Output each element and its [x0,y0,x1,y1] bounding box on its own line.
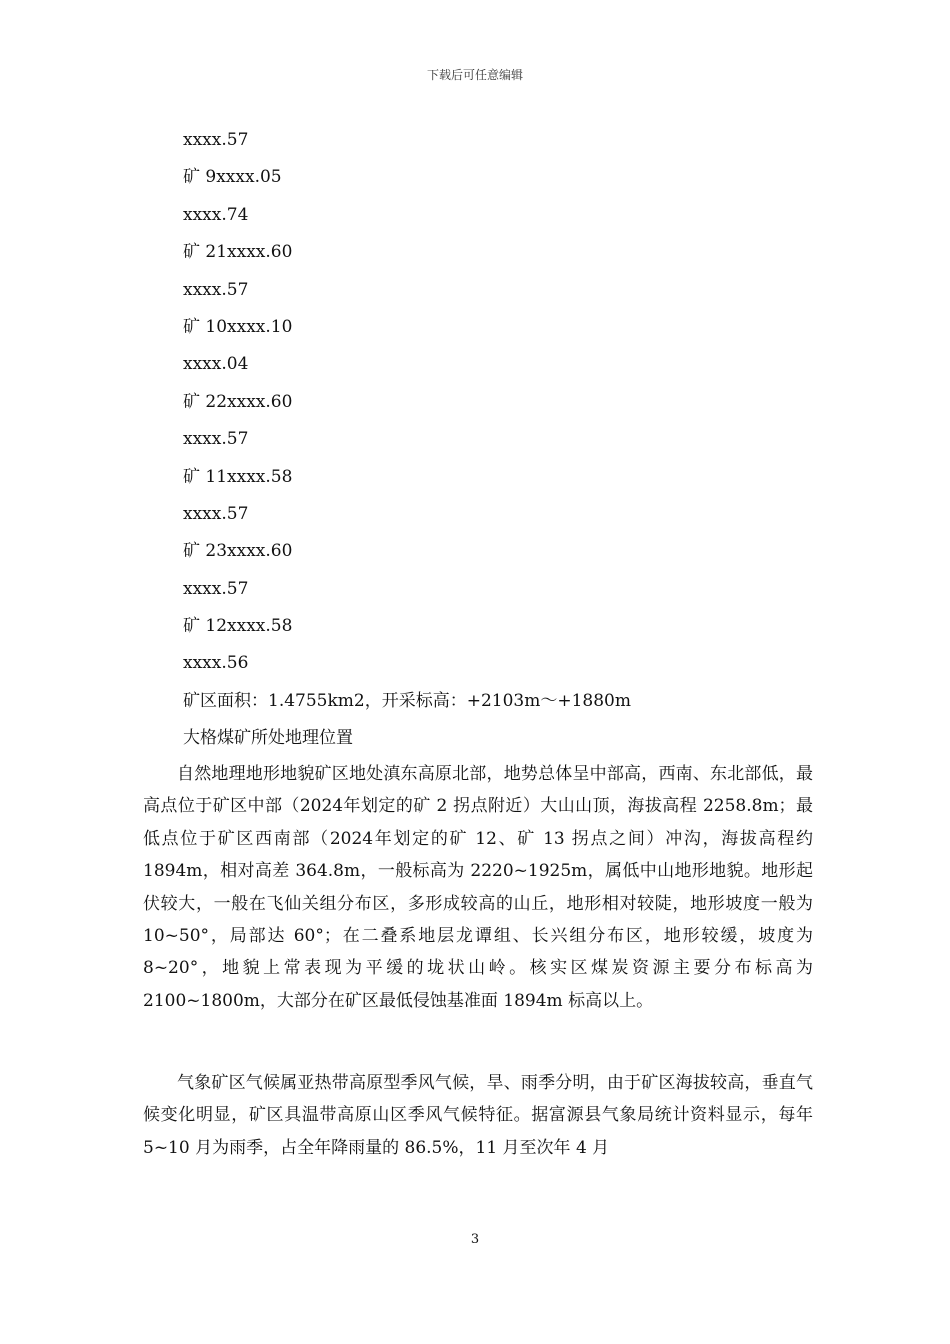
list-line: xxxx.57 [183,130,249,150]
list-line: xxxx.56 [183,653,249,674]
list-line: 矿 23xxxx.60 [183,541,293,562]
mine-area-line: 矿区面积：1.4755km2，开采标高：+2103m～+1880m [183,690,631,711]
list-line: 矿 22xxxx.60 [183,391,293,412]
list-line: 矿 11xxxx.58 [183,466,293,487]
list-line: xxxx.57 [183,578,249,599]
list-line: xxxx.57 [183,503,249,524]
list-line: 矿 21xxxx.60 [183,242,293,263]
page-number: 3 [470,1232,480,1247]
section-heading: 大格煤矿所处地理位置 [183,728,353,749]
list-line: xxxx.57 [183,429,249,450]
list-line: 矿 12xxxx.58 [183,616,293,637]
paragraph-terrain: 自然地理地形地貌矿区地处滇东高原北部，地势总体呈中部高，西南、东北部低，最高点位于矿区中部（2024年划定的矿 2 拐点附近）大山山顶，海拔高程 2258.8m；最低点位于矿区西南部（2024年划定的矿 12、矿 13 拐点之间）冲沟，海拔高程约 1894m，相对高差 364.8m，一般标高为 2220~1925m，属低中山地形地貌。地形起伏较大，一般在飞仙关组分布区，多形成较高的山丘，地形相对较陡，地形坡度一般为 10~50°，局部达 60°；在二叠系地层龙谭组、长兴组分布区，地形较缓，坡度为 8~20°，地貌上常表现为平缓的垅状山岭。核实区煤炭资源主要分布标高为 2100~1800m，大部分在矿区最低侵蚀基准面 1894m 标高以上。 [143,764,813,1011]
list-line: xxxx.74 [183,204,249,225]
paragraph-climate: 气象矿区气候属亚热带高原型季风气候，旱、雨季分明，由于矿区海拔较高，垂直气候变化明显，矿区具温带高原山区季风气候特征。据富源县气象局统计资料显示，每年 5~10 月为雨季，占全年降雨量的 86.5%，11 月至次年 4 月 [143,1073,813,1158]
coordinate-list [183,128,823,764]
list-line: xxxx.57 [183,279,249,300]
page-header: 下载后可任意编辑 [426,68,523,82]
list-line: 矿 10xxxx.10 [183,316,293,337]
list-line: 矿 9xxxx.05 [183,167,282,188]
list-line: xxxx.04 [183,354,249,375]
